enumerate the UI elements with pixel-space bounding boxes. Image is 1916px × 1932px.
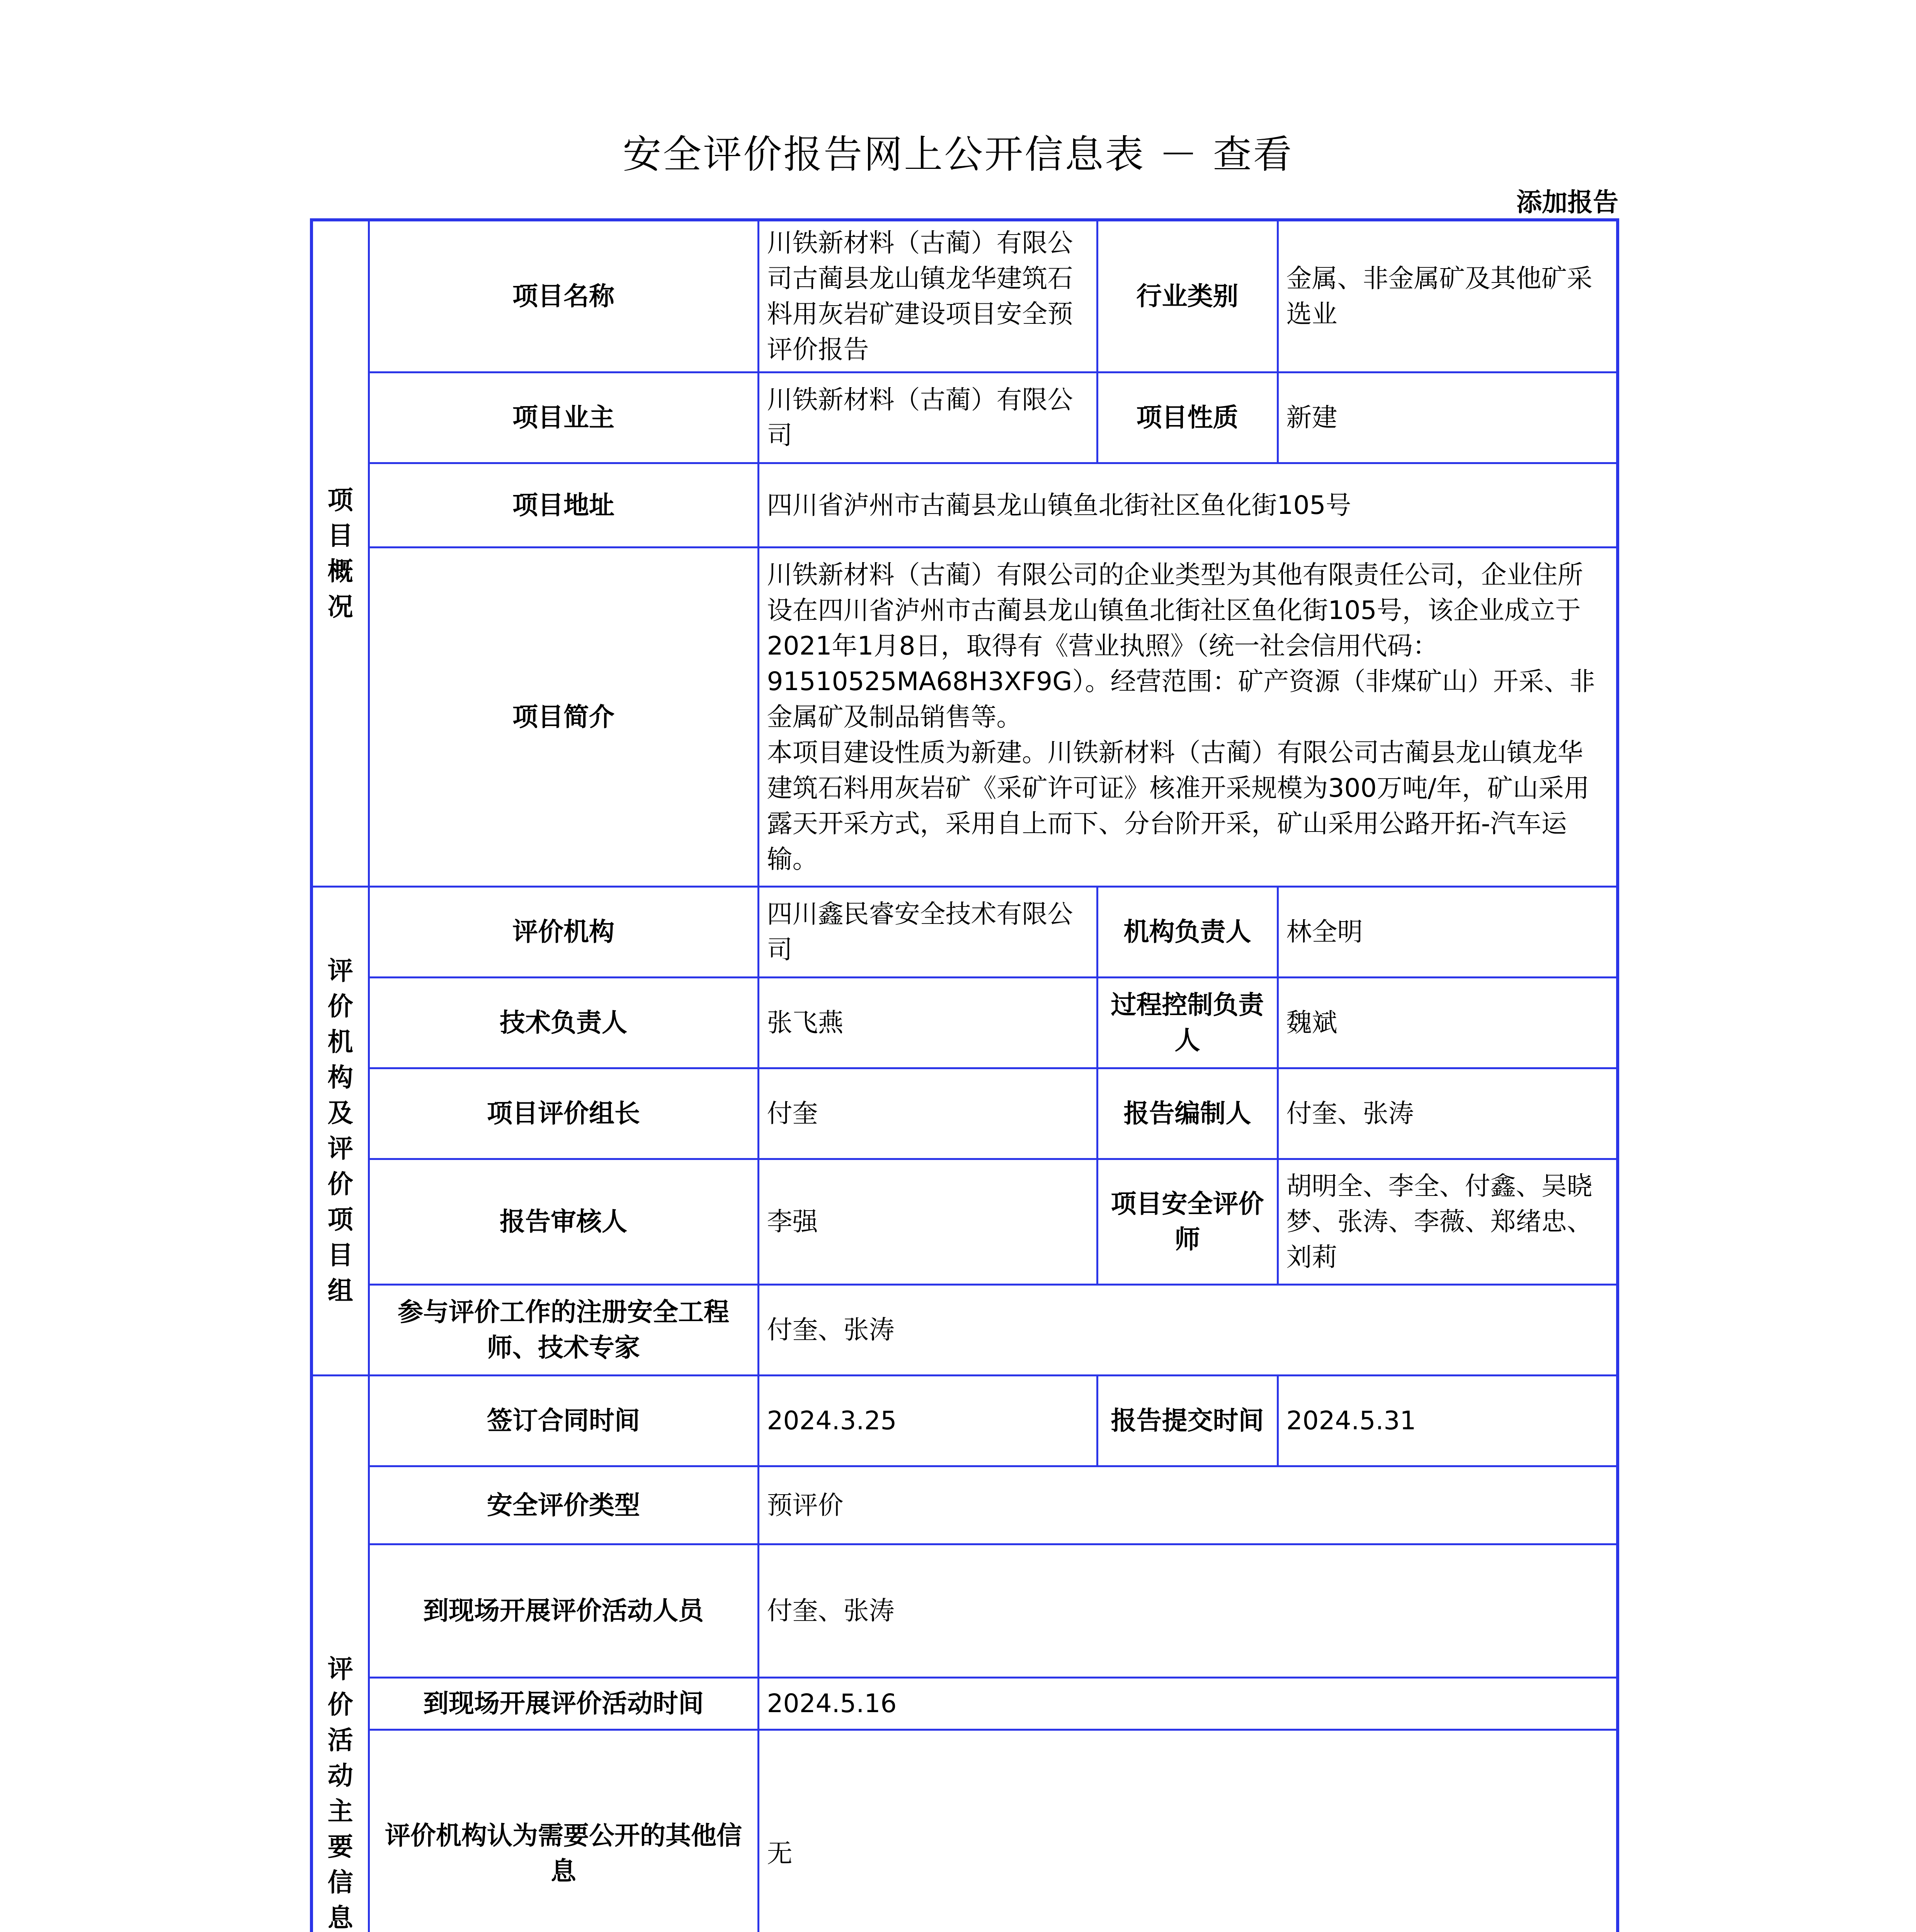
value-address: 四川省泸州市古蔺县龙山镇鱼北街社区鱼化街105号 [758,463,1618,548]
value-process-lead: 魏斌 [1278,978,1618,1068]
value-agency-head: 林全明 [1278,887,1618,978]
value-author: 付奎、张涛 [1278,1068,1618,1159]
value-team-lead: 付奎 [758,1068,1097,1159]
label-agency-head: 机构负责人 [1097,887,1278,978]
label-process-lead: 过程控制负责人 [1097,978,1278,1068]
row-owner [311,372,1618,463]
row-intro [311,548,1618,887]
label-eval-type: 安全评价类型 [369,1466,758,1544]
value-agency: 四川鑫民睿安全技术有限公司 [758,887,1097,978]
row-site-date [311,1678,1618,1730]
row-reviewer [311,1159,1618,1285]
value-experts: 付奎、张涛 [758,1285,1618,1376]
value-safety-assessor: 胡明全、李全、付鑫、吴晓梦、张涛、李薇、郑绪忠、刘莉 [1278,1159,1618,1285]
value-eval-type: 预评价 [758,1466,1618,1544]
label-site-staff: 到现场开展评价活动人员 [369,1544,758,1678]
row-eval-type [311,1466,1618,1544]
add-report-link[interactable]: 添加报告 [1516,187,1618,217]
label-submit-date: 报告提交时间 [1097,1376,1278,1466]
section-activity-label: 评 价 活 动 主 要 信 息 [311,1376,369,1932]
value-site-date: 2024.5.16 [758,1678,1618,1730]
row-experts [311,1285,1618,1376]
value-other-info: 无 [758,1730,1618,1932]
section-overview-label: 项 目 概 况 [311,220,369,887]
row-project-name [311,220,1618,372]
row-team-lead [311,1068,1618,1159]
label-safety-assessor: 项目安全评价师 [1097,1159,1278,1285]
value-nature: 新建 [1278,372,1618,463]
label-contract-date: 签订合同时间 [369,1376,758,1466]
value-tech-lead: 张飞燕 [758,978,1097,1068]
label-intro: 项目简介 [369,548,758,887]
label-industry: 行业类别 [1097,220,1278,372]
label-other-info: 评价机构认为需要公开的其他信息 [369,1730,758,1932]
row-address [311,463,1618,548]
value-submit-date: 2024.5.31 [1278,1376,1618,1466]
value-project-name: 川铁新材料（古蔺）有限公司古蔺县龙山镇龙华建筑石料用灰岩矿建设项目安全预评价报告 [758,220,1097,372]
value-contract-date: 2024.3.25 [758,1376,1097,1466]
section-org-label: 评 价 机 构 及 评 价 项 目 组 [311,887,369,1376]
label-address: 项目地址 [369,463,758,548]
info-table [310,218,1619,1932]
label-experts: 参与评价工作的注册安全工程师、技术专家 [369,1285,758,1376]
label-site-date: 到现场开展评价活动时间 [369,1678,758,1730]
row-tech-lead [311,978,1618,1068]
label-author: 报告编制人 [1097,1068,1278,1159]
page-title: 安全评价报告网上公开信息表 － 查看 [623,132,1293,177]
value-intro [758,548,1618,887]
row-dates [311,1376,1618,1466]
label-team-lead: 项目评价组长 [369,1068,758,1159]
value-owner: 川铁新材料（古蔺）有限公司 [758,372,1097,463]
intro-paragraph-2: 本项目建设性质为新建。川铁新材料（古蔺）有限公司古蔺县龙山镇龙华建筑石料用灰岩矿《采矿许可证》核准开采规模为300万吨/年，矿山采用露天开采方式，采用自上而下、分台阶开采，矿山采用公路开拓-汽车运输。 [767,737,1589,874]
label-project-name: 项目名称 [369,220,758,372]
label-agency: 评价机构 [369,887,758,978]
label-nature: 项目性质 [1097,372,1278,463]
label-reviewer: 报告审核人 [369,1159,758,1285]
row-agency [311,887,1618,978]
row-other-info [311,1730,1618,1932]
value-industry: 金属、非金属矿及其他矿采选业 [1278,220,1618,372]
row-site-staff [311,1544,1618,1678]
label-tech-lead: 技术负责人 [369,978,758,1068]
value-site-staff: 付奎、张涛 [758,1544,1618,1678]
label-owner: 项目业主 [369,372,758,463]
value-reviewer: 李强 [758,1159,1097,1285]
intro-paragraph-1: 川铁新材料（古蔺）有限公司的企业类型为其他有限责任公司，企业住所设在四川省泸州市古蔺县龙山镇鱼北街社区鱼化街105号，该企业成立于2021年1月8日，取得有《营业执照》（统一社会信用代码：91510525MA68H3XF9G）。经营范围：矿产资源（非煤矿山）开采、非金属矿及制品销售等。 [767,560,1595,732]
